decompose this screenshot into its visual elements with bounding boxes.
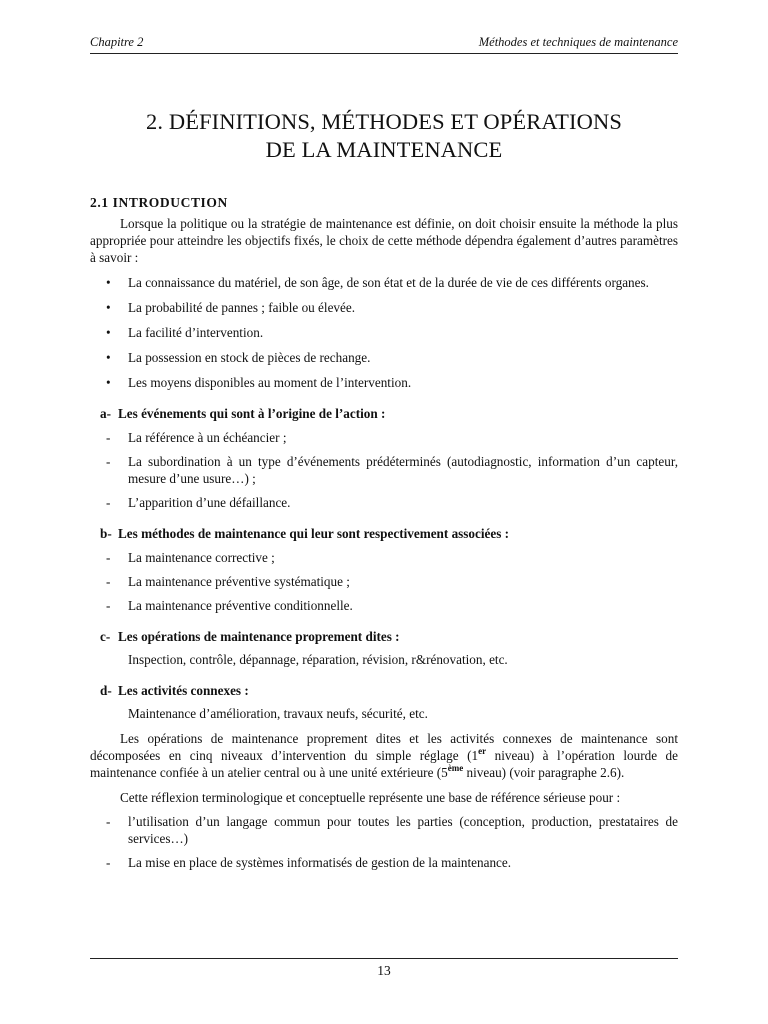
activities-text: Maintenance d’amélioration, travaux neufs, sécurité, etc. xyxy=(128,706,428,721)
section-heading: 2.1 INTRODUCTION xyxy=(90,195,228,210)
terminology-paragraph: Cette réflexion terminologique et conceptuelle représente une base de référence sérieuse pour : xyxy=(120,790,621,805)
list-item: • La possession en stock de pièces de rechange. xyxy=(106,350,371,365)
header-chapter: Chapitre 2 xyxy=(90,35,144,49)
list-item: - L’apparition d’une défaillance. xyxy=(106,495,291,510)
chapter-title-line-1: 2. DÉFINITIONS, MÉTHODES ET OPÉRATIONS xyxy=(146,109,622,134)
dash-icon: - xyxy=(106,430,111,445)
dash-icon: - xyxy=(106,550,111,565)
list-item: - La subordination à un type d’événements prédéterminés (autodiagnostic, information d’un capteur, mesure d’une usure…) ; xyxy=(106,454,678,486)
subsection-c-heading: c- Les opérations de maintenance proprement dites : xyxy=(100,629,400,644)
events-list xyxy=(90,429,678,511)
dash-icon: - xyxy=(106,454,111,469)
list-item: • Les moyens disponibles au moment de l’intervention. xyxy=(106,375,412,390)
header-chapter-title: Méthodes et techniques de maintenance xyxy=(478,35,678,49)
subsection-b-heading: b- Les méthodes de maintenance qui leur sont respectivement associées : xyxy=(100,526,510,541)
list-item: • La probabilité de pannes ; faible ou élevée. xyxy=(106,300,356,315)
bullet-icon: • xyxy=(106,300,111,315)
subsection-d-heading: d- Les activités connexes : xyxy=(100,683,249,698)
parameters-list xyxy=(90,274,678,391)
list-item: - La maintenance préventive conditionnelle. xyxy=(106,598,353,613)
list-item: - La maintenance préventive systématique ; xyxy=(106,574,350,589)
list-item: - l’utilisation d’un langage commun pour toutes les parties (conception, production, prestataires de services…) xyxy=(106,814,678,846)
dash-icon: - xyxy=(106,598,111,613)
dash-icon: - xyxy=(106,495,111,510)
list-item: - La référence à un échéancier ; xyxy=(106,430,287,445)
bullet-icon: • xyxy=(106,350,111,365)
list-item: - La mise en place de systèmes informatisés de gestion de la maintenance. xyxy=(106,855,512,870)
document-body xyxy=(90,194,678,871)
document-page xyxy=(90,0,678,1024)
methods-list xyxy=(90,549,678,614)
running-header xyxy=(90,35,678,54)
dash-icon: - xyxy=(106,574,111,589)
bullet-icon: • xyxy=(106,375,111,390)
bullet-icon: • xyxy=(106,275,111,290)
dash-icon: - xyxy=(106,855,111,870)
dash-icon: - xyxy=(106,814,111,829)
chapter-title xyxy=(90,108,678,164)
levels-paragraph: Les opérations de maintenance proprement dites et les activités connexes de maintenance sont décomposées en cinq niveaux d’intervention du simple réglage (1er niveau) à l’opération lourde de maintenance confiée à un atelier central ou à une unité extérieure (5ème niveau) (voir paragraphe 2.6). xyxy=(90,731,679,780)
list-item: • La connaissance du matériel, de son âge, de son état et de la durée de vie de ces différents organes. xyxy=(106,275,649,290)
intro-paragraph: Lorsque la politique ou la stratégie de maintenance est définie, on doit choisir ensuite la méthode la plus appropriée pour atteindre les objectifs fixés, le choix de cette méthode dépendra également d’autres paramètres à savoir : xyxy=(90,216,678,265)
page-footer xyxy=(90,958,678,979)
page-number: 13 xyxy=(377,963,391,978)
list-item: - La maintenance corrective ; xyxy=(106,550,275,565)
operations-text: Inspection, contrôle, dépannage, réparation, révision, r&rénovation, etc. xyxy=(128,652,508,667)
subsection-a-heading: a- Les événements qui sont à l’origine de l’action : xyxy=(100,406,386,421)
benefits-list xyxy=(90,813,678,871)
list-item: • La facilité d’intervention. xyxy=(106,325,264,340)
bullet-icon: • xyxy=(106,325,111,340)
chapter-title-line-2: DE LA MAINTENANCE xyxy=(265,137,503,162)
